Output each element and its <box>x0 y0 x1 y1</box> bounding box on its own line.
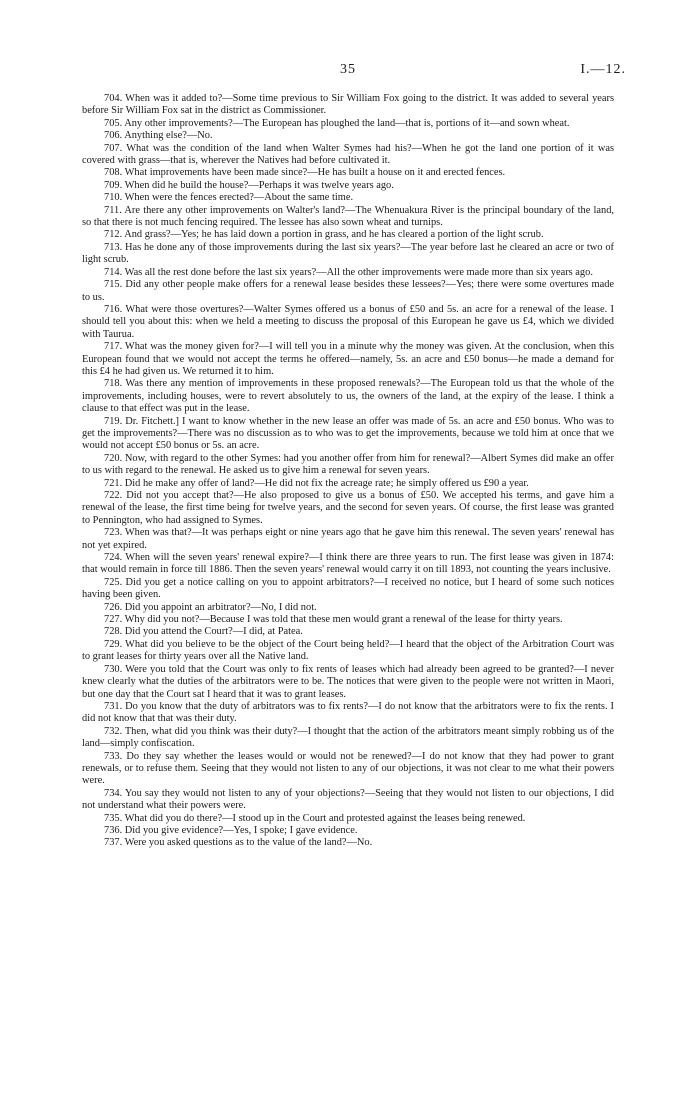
paragraph-717: 717. What was the money given for?—I will tell you in a minute why the money was given. At the conclusion, when this European found that we would not accept the terms he offered—namely, 5s. an acre and £50 bonus—he made a demand for this £4 he had given us. We returned it to him. <box>82 341 614 377</box>
paragraph-729: 729. What did you believe to be the object of the Court being held?—I heard that the object of the Arbitration Court was to grant leases for thirty years over all the Native land. <box>82 638 614 663</box>
paragraph-725: 725. Did you get a notice calling on you to appoint arbitrators?—I received no notice, but I heard of some such notices having been given. <box>82 576 614 601</box>
paragraph-708: 708. What improvements have been made since?—He has built a house on it and erected fences. <box>104 167 506 179</box>
paragraph-726: 726. Did you appoint an arbitrator?—No, I did not. <box>104 601 317 613</box>
page-number: 35 <box>340 62 356 77</box>
paragraph-734: 734. You say they would not listen to any of your objections?—Seeing that they would not listen to our objections, I did not understand what their powers were. <box>82 787 614 812</box>
paragraph-718: 718. Was there any mention of improvements in these proposed renewals?—The European told us that the whole of the improvements, including houses, were to revert absolutely to us, the owners of the land, at the expiry of the lease. I think a clause to that effect was put in the lease. <box>82 378 614 415</box>
paragraph-716: 716. What were those overtures?—Walter Symes offered us a bonus of £50 and 5s. an acre for a renewal of the lease. I should tell you about this: when we held a meeting to discuss the proposal of this European he gave us £4, which we divided with Taurua. <box>82 303 614 340</box>
paragraph-735: 735. What did you do there?—I stood up in the Court and protested against the leases being renewed. <box>104 812 526 824</box>
paragraph-722: 722. Did not you accept that?—He also proposed to give us a bonus of £50. We accepted his terms, and gave him a renewal of the lease, the first time being for twelve years, and the second for seven years. Of course, the first lease was granted to Pennington, who had assigned to Symes. <box>82 490 614 526</box>
paragraph-705: 705. Any other improvements?—The European has ploughed the land—that is, portions of it—and sown wheat. <box>104 117 570 129</box>
paragraph-713: 713. Has he done any of those improvements during the last six years?—The year before last he cleared an acre or two of light scrub. <box>82 241 614 266</box>
paragraph-728: 728. Did you attend the Court?—I did, at Patea. <box>104 626 303 638</box>
paragraph-724: 724. When will the seven years' renewal expire?—I think there are three years to run. The first lease was given in 1874: that would remain in force till 1886. Then the seven years' renewal would carry it on till 1893, not counting the years inclusive. <box>82 552 614 576</box>
page-header <box>0 62 700 82</box>
document-reference: I.—12. <box>580 62 626 77</box>
paragraph-733: 733. Do they say whether the leases would or would not be renewed?—I do not know that they had power to grant renewals, or to refuse them. Seeing that they would not listen to any of our objections, it was not clear to me what their powers were. <box>82 750 614 787</box>
paragraph-707: 707. What was the condition of the land when Walter Symes had his?—When he got the land one portion of it was covered with grass—that is, wherever the Natives had before cultivated it. <box>82 142 614 167</box>
paragraph-704: 704. When was it added to?—Some time previous to Sir William Fox going to the district. It was added to several years before Sir William Fox sat in the district as Commissioner. <box>82 93 614 117</box>
paragraph-723: 723. When was that?—It was perhaps eight or nine years ago that he gave him this renewal. The seven years' renewal has not yet expired. <box>82 527 614 551</box>
paragraph-715: 715. Did any other people make offers for a renewal lease besides these lessees?—Yes; there were some overtures made to us. <box>82 279 614 303</box>
paragraph-720: 720. Now, with regard to the other Symes: had you another offer from him for renewal?—Albert Symes did make an offer to us with regard to the renewal. He asked us to give him a renewal for seven years. <box>82 452 614 477</box>
paragraph-721: 721. Did he make any offer of land?—He did not fix the acreage rate; he simply offered us £90 a year. <box>104 477 529 489</box>
testimony-text <box>82 93 614 850</box>
paragraph-730: 730. Were you told that the Court was only to fix rents of leases which had already been agreed to be granted?—I never knew clearly what the duties of the arbitrators were to be. The notices that were given to the people were not written in Maori, but one day that the Court sat I heard that it was to grant leases. <box>82 663 614 700</box>
paragraph-712: 712. And grass?—Yes; he has laid down a portion in grass, and he has cleared a portion of the light scrub. <box>104 229 544 241</box>
paragraph-709: 709. When did he build the house?—Perhaps it was twelve years ago. <box>104 179 394 191</box>
paragraph-710: 710. When were the fences erected?—About the same time. <box>104 192 354 204</box>
paragraph-732: 732. Then, what did you think was their duty?—I thought that the action of the arbitrators meant simply robbing us of the land—simply confiscation. <box>82 725 614 750</box>
paragraph-719: 719. Dr. Fitchett.] I want to know whether in the new lease an offer was made of 5s. an acre and £50 bonus. Who was to get the improvements?—There was no discussion as to who was to get the improvements, because we told him at once that we would not accept £50 bonus or 5s. an acre. <box>82 415 614 452</box>
paragraph-706: 706. Anything else?—No. <box>104 130 213 142</box>
paragraph-727: 727. Why did you not?—Because I was told that these men would grant a renewal of the lease for thirty years. <box>104 614 563 626</box>
paragraph-737: 737. Were you asked questions as to the value of the land?—No. <box>104 837 373 849</box>
paragraph-731: 731. Do you know that the duty of arbitrators was to fix rents?—I do not know that the arbitrators were to fix the rents. I did not know that that was their duty. <box>82 700 614 725</box>
paragraph-714: 714. Was all the rest done before the last six years?—All the other improvements were made more than six years ago. <box>104 266 593 278</box>
paragraph-711: 711. Are there any other improvements on Walter's land?—The Whenuakura River is the principal boundary of the land, so that there is not much fencing required. The lessee has also sown wheat and turnips. <box>82 204 614 229</box>
paragraph-736: 736. Did you give evidence?—Yes, I spoke; I gave evidence. <box>104 824 358 836</box>
